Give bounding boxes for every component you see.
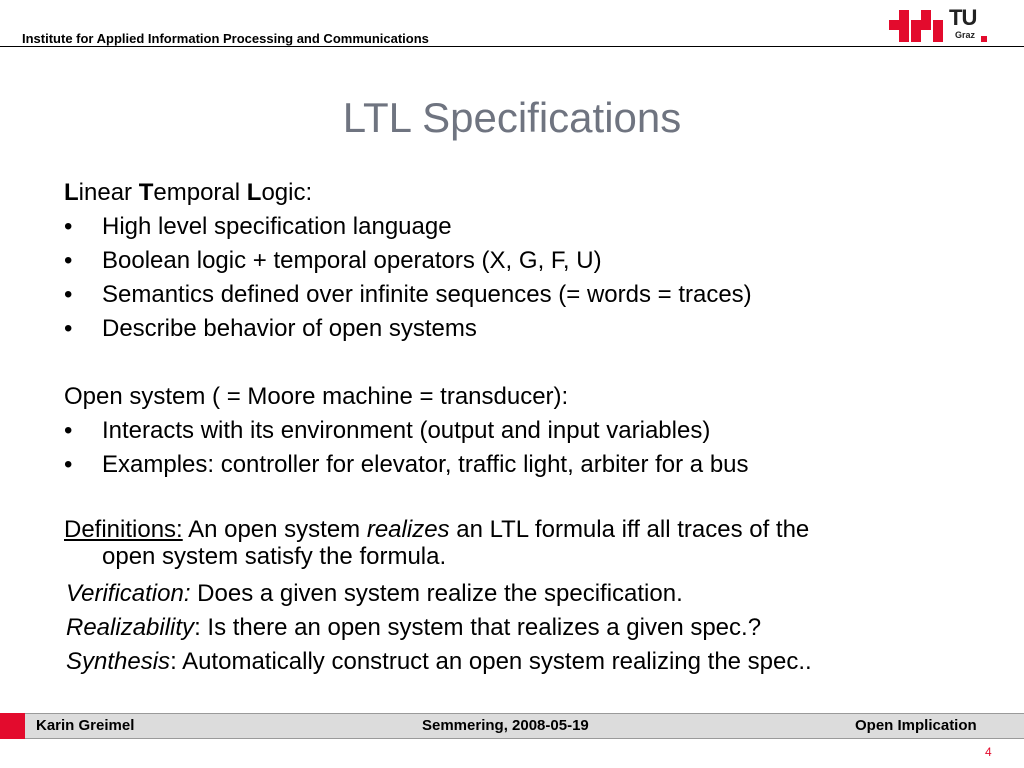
realizability-definition: Realizability: Is there an open system that realizes a given spec.? xyxy=(66,614,762,641)
slide-body xyxy=(64,176,964,679)
institute-name: Institute for Applied Information Processing and Communications xyxy=(22,31,429,46)
verification-definition: Verification: Does a given system realize the specification. xyxy=(66,580,683,607)
footer-event: Semmering, 2008-05-19 xyxy=(422,717,589,734)
definitions-label: Definitions: xyxy=(64,516,183,543)
list-item: • Interacts with its environment (output and input variables) xyxy=(64,417,711,444)
synthesis-definition: Synthesis: Automatically construct an open system realizing the spec.. xyxy=(66,648,812,675)
list-item: • High level specification language xyxy=(64,213,452,240)
list-item: • Boolean logic + temporal operators (X, G, F, U) xyxy=(64,247,602,274)
definitions-paragraph: Definitions: An open system realizes an LTL formula iff all traces of the open system satisfy the formula. xyxy=(64,516,810,570)
slide-title: LTL Specifications xyxy=(342,94,682,141)
tu-graz-logo xyxy=(889,6,993,44)
list-item: • Examples: controller for elevator, traffic light, arbiter for a bus xyxy=(64,451,749,478)
footer-author: Karin Greimel xyxy=(36,717,135,734)
footer-accent xyxy=(0,713,25,739)
ltl-heading: Linear Temporal Logic: xyxy=(64,179,313,206)
list-item: • Describe behavior of open systems xyxy=(64,315,477,342)
logo-graz-text: Graz xyxy=(955,30,976,40)
list-item: • Semantics defined over infinite sequences (= words = traces) xyxy=(64,281,752,308)
page-number: 4 xyxy=(985,745,992,759)
header-divider xyxy=(0,46,1024,47)
logo-tu-text: TU xyxy=(949,5,977,30)
open-system-heading: Open system ( = Moore machine = transducer): xyxy=(64,383,569,410)
footer-topic: Open Implication xyxy=(855,717,977,734)
